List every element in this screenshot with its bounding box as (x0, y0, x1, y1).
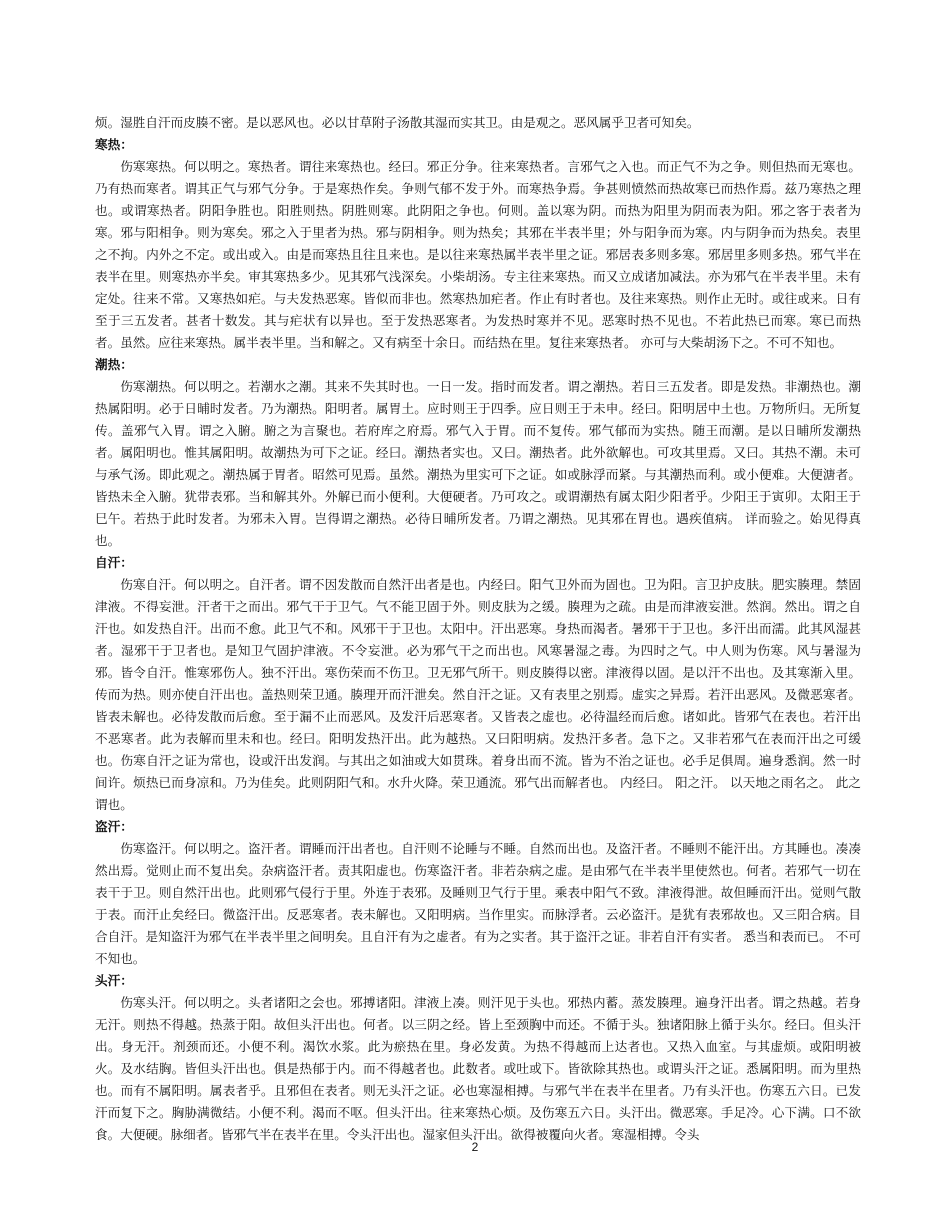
section-heading-head-sweat: 头汗： (95, 973, 133, 988)
document-body (95, 112, 861, 1146)
section-text-spontaneous-sweat: 伤寒自汗。何以明之。自汗者。谓不因发散而自然汗出者是也。内经曰。阳气卫外而为固也。卫为阳。言卫护皮肤。肥实腠理。禁固津液。不得妄泄。汗者干之而出。邪气干于卫气。气不能卫固于外。则皮肤为之缓。腠理为之疏。由是而津液妄泄。然润。然出。谓之自汗也。如发热自汗。出而不愈。此卫气不和。风邪干于卫也。太阳中。汗出恶寒。身热而渴者。暑邪干于卫也。多汗出而濡。此其风湿甚者。湿邪干于卫者也。是知卫气固护津液。不令妄泄。必为邪气干之而出也。风寒暑湿之毒。为四时之气。中人则为伤寒。风与暑湿为邪。皆令自汗。惟寒邪伤人。独不汗出。寒伤荣而不伤卫。卫无邪气所干。则皮腠得以密。津液得以固。是以汗不出也。及其寒渐入里。传而为热。则亦使自汗出也。盖热则荣卫通。腠理开而汗泄矣。然自汗之证。又有表里之别焉。虚实之异焉。若汗出恶风。及微恶寒者。皆表未解也。必待发散而后愈。至于漏不止而恶风。及发汗后恶寒者。又皆表之虚也。必待温经而后愈。诸如此。皆邪气在表也。若汗出不恶寒者。此为表解而里未和也。经曰。阳明发热汗出。此为越热。又曰阳明病。发热汗多者。急下之。又非若邪气在表而汗出之可缓也。伤寒自汗之证为常也，设或汗出发润。与其出之如油或大如贯珠。着身出而不流。皆为不治之证也。必手足俱周。遍身悉润。然一时间许。烦热已而身凉和。乃为佳矣。此则阴阳气和。水升火降。荣卫通流。邪气出而解者也。 内经曰。 阳之汗。 以天地之雨名之。 此之谓也。 (95, 577, 861, 812)
page-number: 2 (471, 1140, 479, 1154)
section-heading-cold-heat: 寒热： (95, 137, 133, 152)
section-heading-tidal-fever: 潮热： (95, 357, 133, 372)
section-heading-spontaneous-sweat: 自汗： (95, 555, 133, 570)
section-heading-night-sweat: 盗汗： (95, 819, 133, 834)
section-text-tidal-fever: 伤寒潮热。何以明之。若潮水之潮。其来不失其时也。一日一发。指时而发者。谓之潮热。若日三五发者。即是发热。非潮热也。潮热属阳明。必于日晡时发者。乃为潮热。阳明者。属胃土。应时则王于四季。应日则王于未申。经曰。阳明居中土也。万物所归。无所复传。盖邪气入胃。谓之入腑。腑之为言聚也。若府库之府焉。邪气入于胃。而不复传。邪气郁而为实热。随王而潮。是以日晡所发潮热者。属阳明也。惟其属阳明。故潮热为可下之证。经曰。潮热者实也。又曰。潮热者。此外欲解也。可攻其里焉。又曰。其热不潮。未可与承气汤。即此观之。潮热属于胃者。昭然可见焉。虽然。潮热为里实可下之证。如或脉浮而紧。与其潮热而利。或小便难。大便溏者。皆热未全入腑。犹带表邪。当和解其外。外解已而小便利。大便硬者。乃可攻之。或谓潮热有属太阳少阳者乎。少阳王于寅卯。太阳王于巳午。若热于此时发者。为邪未入胃。岂得谓之潮热。必待日晡所发者。乃谓之潮热。见其邪在胃也。遇疾值病。 详而验之。始见得真也。 (95, 379, 861, 548)
section-text-head-sweat: 伤寒头汗。何以明之。头者诸阳之会也。邪搏诸阳。津液上凑。则汗见于头也。邪热内蓄。蒸发腠理。遍身汗出者。谓之热越。若身无汗。则热不得越。热蒸于阳。故但头汗出也。何者。以三阴之经。皆上至颈胸中而还。不循于头。独诸阳脉上循于头尔。经曰。但头汗出。身无汗。剂颈而还。小便不利。渴饮水浆。此为瘀热在里。身必发黄。为热不得越而上达者也。又热入血室。与其虚烦。或阳明被火。及水结胸。皆但头汗出也。俱是热郁于内。而不得越者也。此数者。或吐或下。皆欲除其热也。或谓头汗之证。悉属阳明。而为里热也。而有不属阳明。属表者乎。且邪但在表者。则无头汗之证。必也寒湿相搏。与邪气半在表半在里者。乃有头汗也。伤寒五六日。已发汗而复下之。胸胁满微结。小便不利。渴而不呕。但头汗出。往来寒热心烦。及伤寒五六日。头汗出。微恶寒。手足冷。心下满。口不欲食。大便硬。脉细者。皆邪气半在表半在里。令头汗出也。湿家但头汗出。欲得被覆向火者。寒湿相搏。令头 (95, 995, 861, 1142)
section-text-cold-heat: 伤寒寒热。何以明之。寒热者。谓往来寒热也。经曰。邪正分争。往来寒热者。言邪气之入也。而正气不为之争。则但热而无寒也。乃有热而寒者。谓其正气与邪气分争。于是寒热作矣。争则气郁不发于外。而寒热争焉。争甚则愤然而热故寒已而热作焉。兹乃寒热之理也。或谓寒热者。阴阳争胜也。阳胜则热。阴胜则寒。此阴阳之争也。何则。盖以寒为阴。而热为阳里为阴而表为阳。邪之客于表者为寒。邪与阳相争。则为寒矣。邪之入于里者为热。邪与阴相争。则为热矣；其邪在半表半里；外与阳争而为寒。内与阴争而为热矣。表里之不拘。内外之不定。或出或入。由是而寒热且往且来也。是以往来寒热属半表半里之证。邪居表多则多寒。邪居里多则多热。邪气半在表半在里。则寒热亦半矣。审其寒热多少。见其邪气浅深矣。小柴胡汤。专主往来寒热。而又立成诸加减法。亦为邪气在半表半里。未有定处。往来不常。又寒热如疟。与夫发热恶寒。皆似而非也。然寒热加疟者。作止有时者也。及往来寒热。则作止无时。或往或来。日有至于三五发者。甚者十数发。其与疟状有以异也。至于发热恶寒者。为发热时寒并不见。恶寒时热不见也。不若此热已而寒。寒已而热者。虽然。应往来寒热。属半表半里。当和解之。又有病至十余日。而结热在里。复往来寒热者。 亦可与大柴胡汤下之。不可不知也。 (95, 159, 861, 350)
section-text-night-sweat: 伤寒盗汗。何以明之。盗汗者。谓睡而汗出者也。自汗则不论睡与不睡。自然而出也。及盗汗者。不睡则不能汗出。方其睡也。凑凑然出焉。觉则止而不复出矣。杂病盗汗者。责其阳虚也。伤寒盗汗者。非若杂病之虚。是由邪气在半表半里使然也。何者。若邪气一切在表干于卫。则自然汗出也。此则邪气侵行于里。外连于表邪。及睡则卫气行于里。乘表中阳气不致。津液得泄。故但睡而汗出。觉则气散于表。而汗止矣经曰。微盗汗出。反恶寒者。表未解也。又阳明病。当作里实。而脉浮者。云必盗汗。是犹有表邪故也。又三阳合病。目合自汗。是知盗汗为邪气在半表半里之间明矣。且自汗有为之虚者。有为之实者。其于盗汗之证。非若自汗有实者。 悉当和表而已。 不可不知也。 (95, 841, 861, 966)
intro-paragraph: 烦。湿胜自汗而皮腠不密。是以恶风也。必以甘草附子汤散其湿而实其卫。由是观之。恶风属乎卫者可知矣。 (95, 115, 700, 130)
